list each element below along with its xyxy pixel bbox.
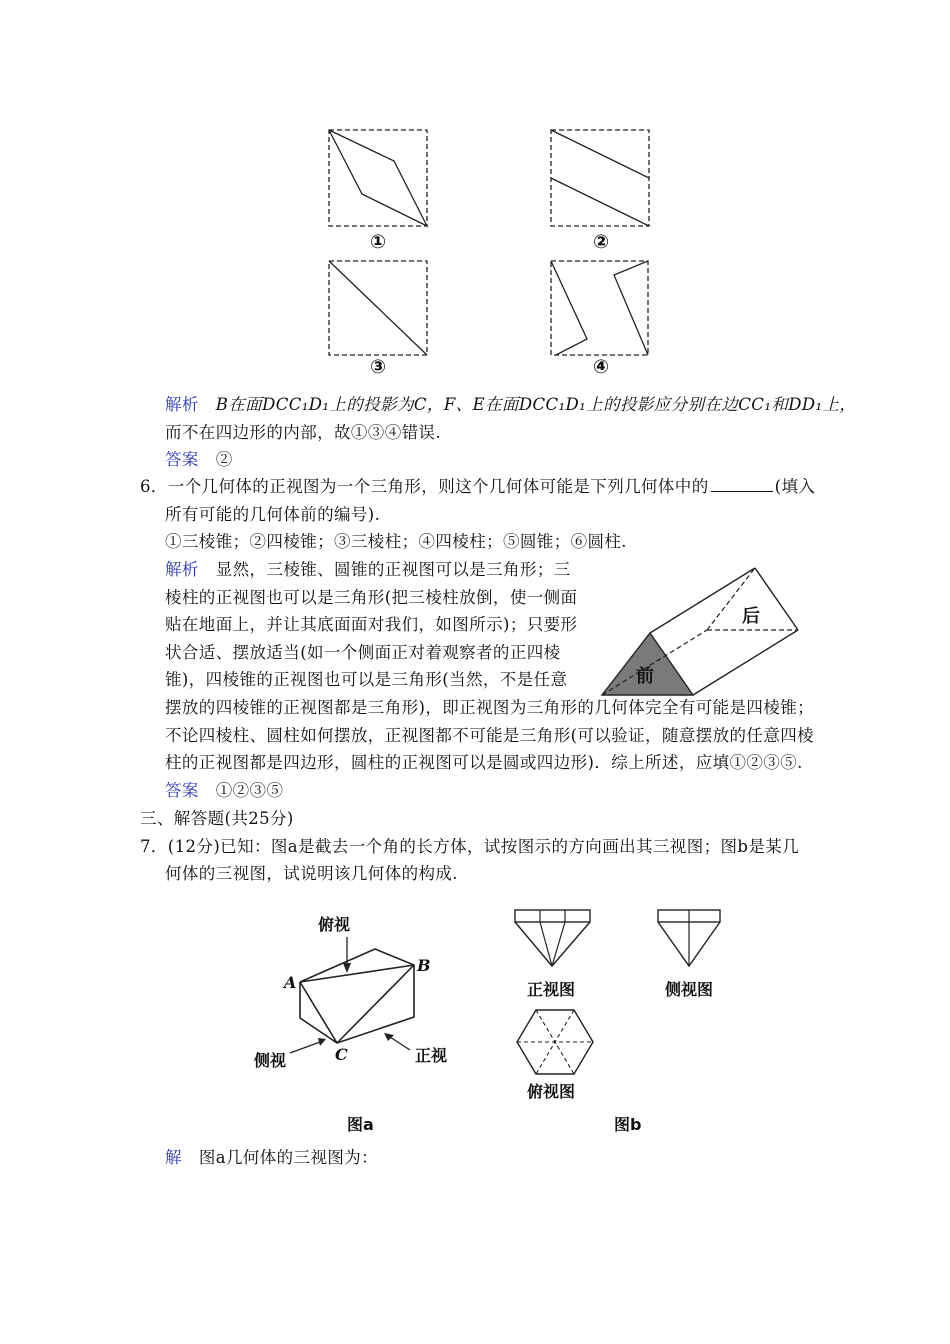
q6-analysis-line-4: 状合适、摆放适当(如一个侧面正对着观察者的正四棱 <box>165 643 561 662</box>
projection-figure-1 <box>329 130 429 230</box>
q6-line-1 <box>140 477 815 497</box>
projection-figure-4 <box>551 261 651 361</box>
projection-label-3: ③ <box>369 356 387 378</box>
answer-blank <box>711 477 773 492</box>
q6-analysis-text-1: 显然，三棱锥、圆锥的正视图可以是三角形；三 <box>215 560 571 579</box>
analysis-tag: 解析 <box>165 395 199 414</box>
figure-b-front-view <box>513 910 593 970</box>
figure-b-side-view <box>656 910 726 970</box>
q6-answer-value: ①②③⑤ <box>215 781 284 800</box>
q6-analysis-line-1 <box>165 560 571 580</box>
vertex-b-label: B <box>417 956 431 975</box>
q7-line-2: 何体的三视图，试说明该几何体的构成. <box>165 864 458 883</box>
solution-tag: 解 <box>165 1148 182 1167</box>
q5-answer <box>165 450 233 470</box>
q7-line-1: 7．(12分)已知：图a是截去一个角的长方体，试按图示的方向画出其三视图；图b是某几 <box>140 837 800 856</box>
q7-solution <box>165 1148 378 1168</box>
q6-analysis-line-7: 不论四棱柱、圆柱如何摆放，正视图都不可能是三角形(可以验证，随意摆放的任意四棱 <box>165 726 815 745</box>
q6-analysis-line-3: 贴在地面上，并让其底面面对我们，如图所示)；只要形 <box>165 615 578 634</box>
prism-front-label: 前 <box>636 666 654 687</box>
answer-tag: 答案 <box>165 450 199 469</box>
vertex-c-label: C <box>335 1045 348 1064</box>
front-view-caption: 正视图 <box>527 980 576 999</box>
top-view-arrow-label: 俯视 <box>318 915 351 934</box>
q5-analysis-line-1 <box>165 395 856 415</box>
figure-a-caption: 图a <box>347 1115 374 1134</box>
section-heading: 三、解答题(共25分) <box>140 809 294 828</box>
q6-answer <box>165 781 283 801</box>
projection-label-2: ② <box>592 231 610 253</box>
projection-figure-2 <box>551 130 651 230</box>
q5-analysis-text-1: B在面DCC₁D₁上的投影为C，F、E在面DCC₁D₁上的投影应分别在边CC₁和DD₁上， <box>215 395 857 414</box>
triangular-prism-figure <box>600 565 810 705</box>
projection-label-4: ④ <box>592 356 610 378</box>
q6-analysis-line-2: 棱柱的正视图也可以是三角形(把三棱柱放倒，使一侧面 <box>165 588 578 607</box>
q6-question-text-tail: (填入 <box>774 477 816 496</box>
q6-analysis-line-6: 摆放的四棱锥的正视图都是三角形)，即正视图为三角形的几何体完全有可能是四棱锥； <box>165 698 815 717</box>
projection-figure-3 <box>329 261 429 361</box>
side-view-caption: 侧视图 <box>665 980 714 999</box>
analysis-tag: 解析 <box>165 560 199 579</box>
side-view-arrow-label: 侧视 <box>254 1051 287 1070</box>
q6-options: ①三棱锥；②四棱锥；③三棱柱；④四棱柱；⑤圆锥；⑥圆柱. <box>165 532 627 551</box>
q6-analysis-line-8: 柱的正视图都是四边形，圆柱的正视图可以是圆或四边形)．综上所述，应填①②③⑤. <box>165 753 803 772</box>
prism-back-label: 后 <box>742 606 760 627</box>
front-view-arrow-label: 正视 <box>415 1046 448 1065</box>
answer-tag: 答案 <box>165 781 199 800</box>
top-view-caption: 俯视图 <box>527 1082 576 1101</box>
vertex-a-label: A <box>284 973 297 992</box>
figure-b-caption: 图b <box>614 1115 642 1134</box>
q5-analysis-line-2: 而不在四边形的内部，故①③④错误. <box>165 423 442 442</box>
q6-line-2: 所有可能的几何体前的编号). <box>165 505 381 524</box>
q6-question-text: 6．一个几何体的正视图为一个三角形，则这个几何体可能是下列几何体中的 <box>140 477 709 496</box>
projection-label-1: ① <box>369 231 387 253</box>
q6-analysis-line-5: 锥)，四棱锥的正视图也可以是三角形(当然，不是任意 <box>165 670 568 689</box>
q7-solution-text: 图a几何体的三视图为： <box>198 1148 379 1167</box>
figure-b-top-view <box>516 1008 596 1078</box>
q5-answer-value: ② <box>215 450 233 469</box>
